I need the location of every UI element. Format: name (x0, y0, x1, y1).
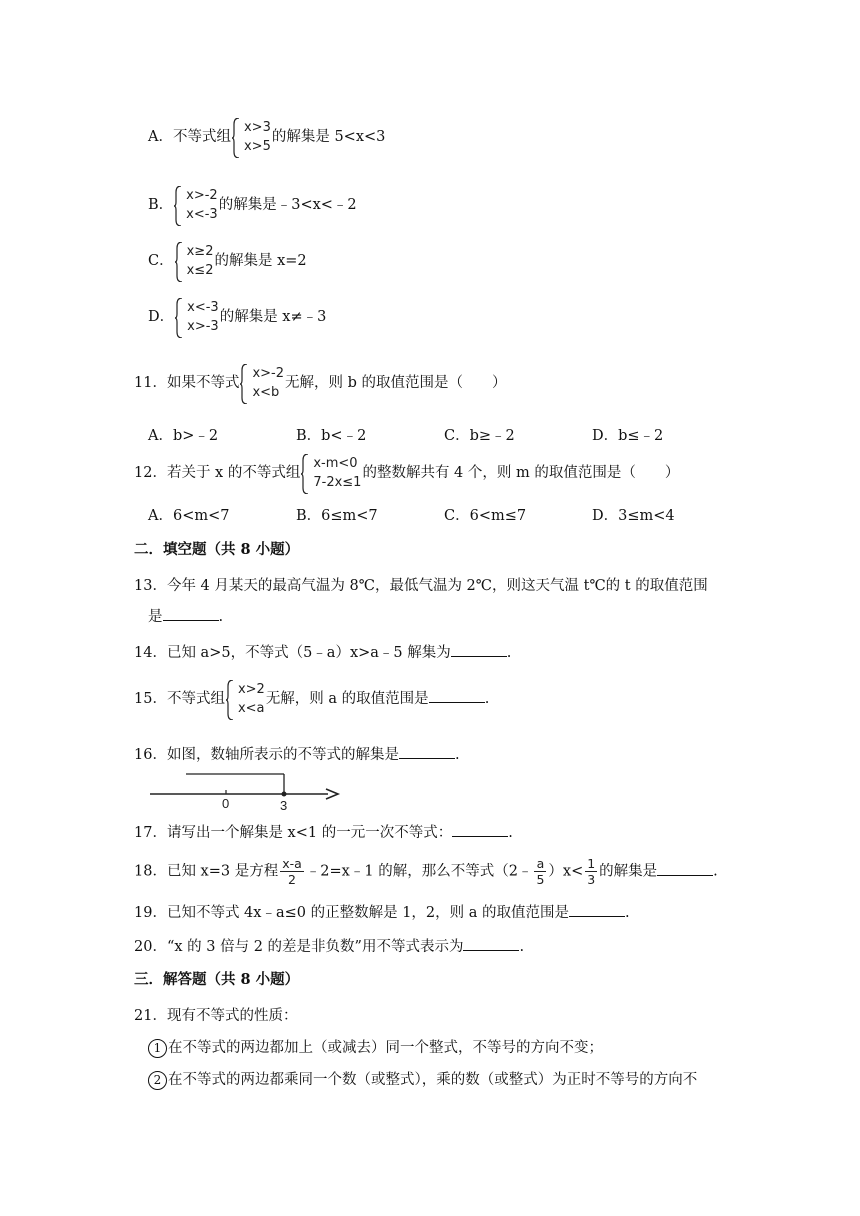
tick-label-0: 0 (222, 796, 230, 811)
brace-icon (226, 680, 234, 720)
question-15: 15．不等式组 x>2 x<a 无解，则 a 的取值范围是 . (134, 680, 489, 718)
inequality-system: x>3 x>5 (232, 118, 271, 156)
brace-icon (240, 364, 248, 404)
question-16: 16．如图，数轴所表示的不等式的解集是 . (134, 744, 460, 765)
inequality-system: x<-3 x>-3 (175, 298, 219, 336)
circled-number: 1 (148, 1039, 167, 1058)
brace-icon (232, 118, 240, 158)
brace-icon (174, 186, 182, 226)
q12-option-c: C．6<m≤7 (444, 508, 527, 524)
answer-blank[interactable] (451, 642, 507, 657)
property-1: 1 在不等式的两边都加上（或减去）同一个整式，不等号的方向不变； (148, 1038, 603, 1058)
property-2: 2 在不等式的两边都乘同一个数（或整式），乘的数（或整式）为正时不等号的方向不 (148, 1070, 697, 1090)
inequality-system: x≥2 x≤2 (175, 242, 214, 280)
section-heading-fill-in: 二．填空题（共 8 小题） (134, 541, 300, 558)
q10-option-d: D． x<-3 x>-3 的解集是 x≠﹣3 (148, 298, 326, 336)
answer-blank[interactable] (429, 688, 485, 703)
q11-option-a: A．b>﹣2 (148, 428, 219, 444)
answer-blank[interactable] (452, 822, 508, 837)
q12-option-d: D．3≤m<4 (592, 508, 675, 524)
q11-option-b: B．b<﹣2 (296, 428, 367, 444)
q12-option-b: B．6≤m<7 (296, 508, 378, 524)
question-21: 21．现有不等式的性质： (134, 1008, 298, 1024)
inequality-system: x>2 x<a (226, 680, 265, 718)
inequality-system: x>-2 x<-3 (174, 186, 218, 224)
question-14: 14．已知 a>5，不等式（5﹣a）x>a﹣5 解集为 . (134, 642, 511, 663)
question-19: 19．已知不等式 4x﹣a≤0 的正整数解是 1，2，则 a 的取值范围是 . (134, 902, 630, 923)
question-12: 12．若关于 x 的不等式组 x-m<0 7-2x≤1 的整数解共有 4 个，则 m 的取值范围是（ ） (134, 454, 679, 492)
tick-label-3: 3 (280, 798, 288, 812)
brace-icon (301, 454, 309, 494)
q10-option-c: C． x≥2 x≤2 的解集是 x=2 (148, 242, 307, 280)
q10-option-a: A．不等式组 x>3 x>5 的解集是 5<x<3 (148, 118, 385, 156)
q11-option-c: C．b≥﹣2 (444, 428, 515, 444)
question-18: 18．已知 x=3 是方程 $\frac{x-a}{2}$ ﹣2=x﹣1 的解，那么不等式（2﹣ $\frac{a}{5}$ ）x< $\frac{1}{3}$ 的解集是 . (134, 856, 718, 887)
q12-option-a: A．6<m<7 (148, 508, 230, 524)
q10-option-b: B． x>-2 x<-3 的解集是﹣3<x<﹣2 (148, 186, 357, 224)
answer-blank[interactable] (569, 902, 625, 917)
answer-blank[interactable] (463, 936, 519, 951)
circled-number: 2 (148, 1071, 167, 1090)
brace-icon (175, 298, 183, 338)
fraction: $\frac{a}{5}$ (536, 856, 545, 887)
solid-dot (282, 792, 287, 797)
question-20: 20．“x 的 3 倍与 2 的差是非负数”用不等式表示为 . (134, 936, 524, 957)
question-13: 13．今年 4 月某天的最高气温为 8℃，最低气温为 2℃，则这天气温 t℃的 t 的取值范围 (134, 578, 708, 594)
inequality-system: x-m<0 7-2x≤1 (301, 454, 361, 492)
answer-blank[interactable] (399, 744, 455, 759)
option-label: A．不等式组 (148, 129, 231, 145)
q11-option-d: D．b≤﹣2 (592, 428, 664, 444)
fraction: $\frac{1}{3}$ (587, 856, 596, 887)
question-11: 11．如果不等式 x>-2 x<b 无解，则 b 的取值范围是（ ） (134, 364, 507, 402)
section-heading-answer: 三．解答题（共 8 小题） (134, 971, 300, 988)
question-17: 17．请写出一个解集是 x<1 的一元一次不等式： . (134, 822, 513, 843)
question-13-cont: 是 . (148, 606, 223, 627)
number-line-figure (148, 770, 342, 812)
brace-icon (175, 242, 183, 282)
fraction: $\frac{x-a}{2}$ (282, 856, 302, 887)
inequality-system: x>-2 x<b (240, 364, 284, 402)
answer-blank[interactable] (163, 606, 219, 621)
answer-blank[interactable] (657, 861, 713, 876)
